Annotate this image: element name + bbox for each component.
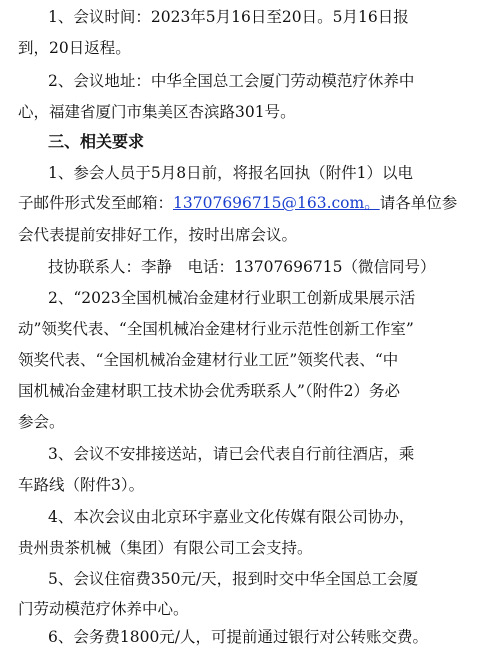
requirement-2-line-2: 动”领奖代表、“全国机械冶金建材行业示范性创新工作室”	[18, 320, 414, 338]
meeting-time-line-1: 1、会议时间：2023年5月16日至20日。5月16日报	[48, 8, 409, 26]
requirement-5-line-1: 5、会议住宿费350元/天，报到时交中华全国总工会厦	[48, 570, 419, 588]
requirement-2-line-1: 2、“2023全国机械冶金建材行业职工创新成果展示活	[48, 289, 416, 307]
requirement-4-line-2: 贵州贵茶机械（集团）有限公司工会支持。	[18, 539, 313, 557]
requirement-3-line-2: 车路线（附件3）。	[18, 476, 145, 494]
meeting-time-line-2: 到，20日返程。	[18, 39, 131, 57]
contact-line: 技协联系人：李静 电话：13707696715（微信同号）	[48, 258, 436, 276]
requirement-6-line-1: 6、会务费1800元/人，可提前通过银行对公转账交费。	[48, 628, 429, 646]
section-heading: 三、相关要求	[48, 132, 145, 151]
requirement-2-line-5: 参会。	[18, 413, 65, 431]
requirement-1-line-3: 会代表提前安排好工作，按时出席会议。	[18, 226, 298, 244]
requirement-1-text-b: 请各单位参	[379, 194, 458, 212]
requirement-4-line-1: 4、本次会议由北京环宇嘉业文化传媒有限公司协办，	[48, 508, 415, 526]
meeting-address-line-1: 2、会议地址：中华全国总工会厦门劳动模范疗休养中	[48, 72, 415, 90]
email-link[interactable]: 13707696715@163.com。	[173, 194, 380, 212]
requirement-1-text-a: 子邮件形式发至邮箱：	[18, 194, 174, 212]
requirement-1-line-1: 1、参会人员于5月8日前，将报名回执（附件1）以电	[48, 164, 413, 182]
requirement-5-line-2: 门劳动模范疗休养中心。	[18, 600, 189, 618]
requirement-3-line-1: 3、会议不安排接送站，请已会代表自行前往酒店，乘	[48, 445, 415, 463]
meeting-address-line-2: 心，福建省厦门市集美区杏滨路301号。	[18, 103, 296, 121]
requirement-2-line-4: 国机械冶金建材职工技术协会优秀联系人”（附件2）务必	[18, 382, 401, 400]
requirement-2-line-3: 领奖代表、“全国机械冶金建材行业工匠”领奖代表、“中	[18, 351, 399, 369]
requirement-1-line-2	[0, 192, 477, 214]
